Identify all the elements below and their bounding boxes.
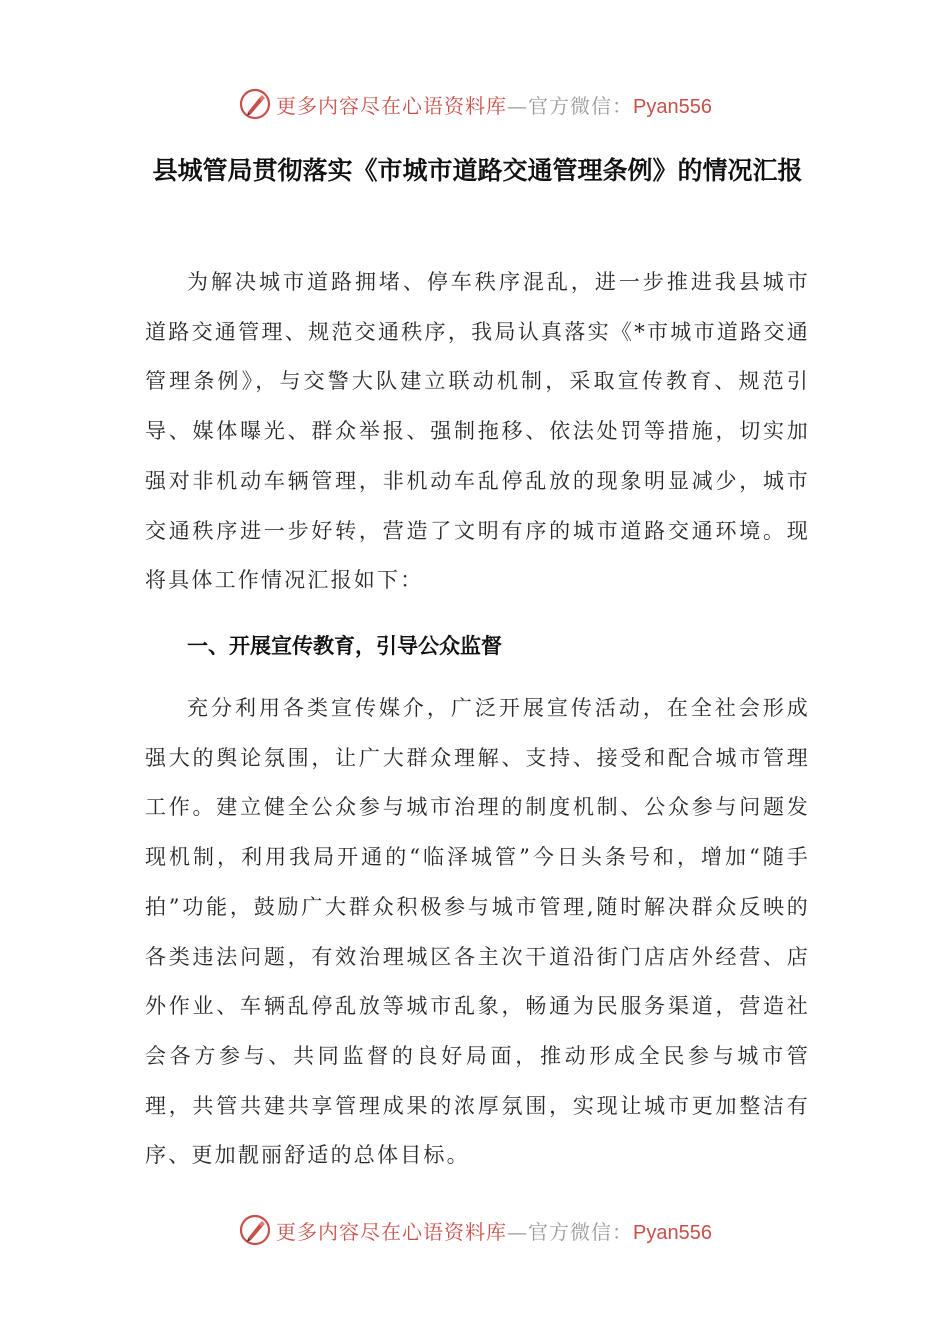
header-banner-text xyxy=(276,90,712,119)
banner-dash: — xyxy=(507,1219,529,1244)
banner-wechat-id: Pyan556 xyxy=(633,1221,712,1244)
pen-logo-icon xyxy=(238,1213,272,1247)
banner-wechat-label: 官方微信： xyxy=(528,1219,634,1244)
banner-site-text: 更多内容尽在心语资料库 xyxy=(276,93,508,118)
footer-banner-text xyxy=(276,1216,712,1245)
section-1-paragraph: 充分利用各类宣传媒介，广泛开展宣传活动，在全社会形成强大的舆论氛围，让广大群众理解、支持、接受和配合城市管理工作。建立健全公众参与城市治理的制度机制、公众参与问题发现机制，利用我局开通的“临泽城管”今日头条号和，增加“随手拍”功能，鼓励广大群众积极参与城市管理,随时解决群众反映的各类违法问题，有效治理城区各主次干道沿街门店店外经营、店外作业、车辆乱停乱放等城市乱象，畅通为民服务渠道，营造社会各方参与、共同监督的良好局面，推动形成全民参与城市管理，共管共建共享管理成果的浓厚氛围，实现让城市更加整洁有序、更加靓丽舒适的总体目标。 xyxy=(145,696,810,1168)
footer-banner xyxy=(0,1210,950,1250)
document-title: 县城管局贯彻落实《市城市道路交通管理条例》的情况汇报 xyxy=(152,156,803,185)
pen-logo-icon xyxy=(238,87,272,121)
header-banner xyxy=(0,84,950,124)
banner-wechat-label: 官方微信： xyxy=(528,93,634,118)
banner-wechat-id: Pyan556 xyxy=(633,95,712,118)
section-1-heading: 一、开展宣传教育，引导公众监督 xyxy=(187,634,502,658)
banner-dash: — xyxy=(507,93,529,118)
intro-paragraph: 为解决城市道路拥堵、停车秩序混乱，进一步推进我县城市道路交通管理、规范交通秩序，我局认真落实《*市城市道路交通管理条例》，与交警大队建立联动机制，采取宣传教育、规范引导、媒体曝光、群众举报、强制拖移、依法处罚等措施，切实加强对非机动车辆管理，非机动车乱停乱放的现象明显减少，城市交通秩序进一步好转，营造了文明有序的城市道路交通环境。现将具体工作情况汇报如下： xyxy=(145,270,810,593)
banner-site-text: 更多内容尽在心语资料库 xyxy=(276,1219,508,1244)
